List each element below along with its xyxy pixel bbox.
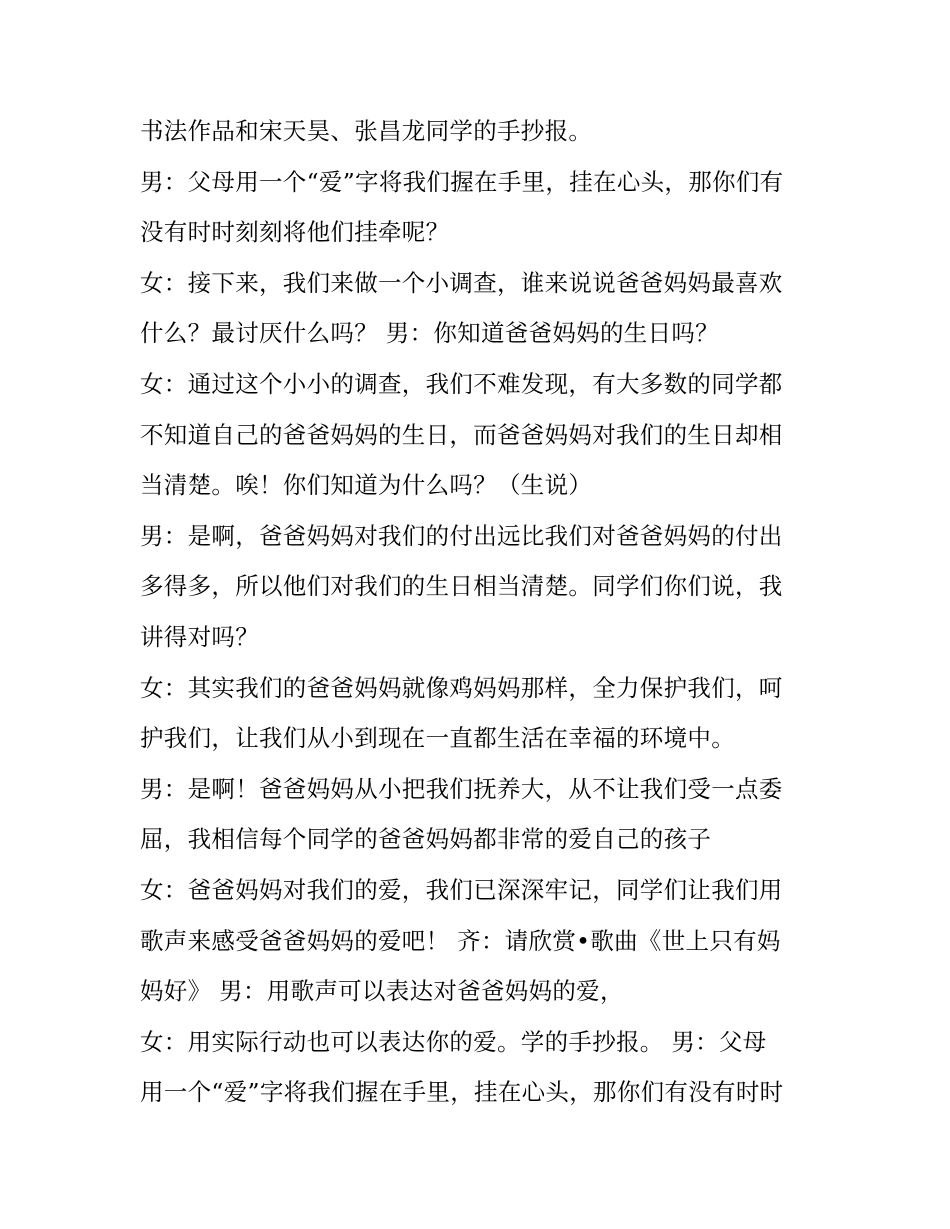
text-line: 屈，我相信每个同学的爸爸妈妈都非常的爱自己的孩子	[140, 825, 712, 854]
text-line: 女：爸爸妈妈对我们的爱，我们已深深牢记，同学们让我们用	[140, 875, 783, 904]
text-line: 女：用实际行动也可以表达你的爱。学的手抄报。 男：父母	[140, 1027, 767, 1056]
body-text	[140, 106, 820, 1118]
text-line: 女：其实我们的爸爸妈妈就像鸡妈妈那样，全力保护我们，呵	[140, 673, 783, 702]
text-line: 不知道自己的爸爸妈妈的生日，而爸爸妈妈对我们的生日却相	[140, 420, 783, 449]
text-line: 女：接下来，我们来做一个小调查，谁来说说爸爸妈妈最喜欢	[140, 268, 783, 297]
text-line: 歌声来感受爸爸妈妈的爱吧！ 齐：请欣赏•歌曲《世上只有妈	[140, 926, 781, 955]
text-line: 女：通过这个小小的调查，我们不难发现，有大多数的同学都	[140, 369, 783, 398]
text-line: 男：是啊！爸爸妈妈从小把我们抚养大，从不让我们受一点委	[140, 774, 783, 803]
text-line: 书法作品和宋天昊、张昌龙同学的手抄报。	[140, 117, 593, 145]
text-line: 用一个“爱”字将我们握在手里，挂在心头，那你们有没有时时	[140, 1078, 784, 1107]
text-line: 没有时时刻刻将他们挂牵呢？	[140, 218, 450, 247]
text-line: 妈好》 男：用歌声可以表达对爸爸妈妈的爱，	[140, 977, 624, 1006]
text-line: 男：是啊，爸爸妈妈对我们的付出远比我们对爸爸妈妈的付出	[140, 521, 783, 550]
text-line: 讲得对吗？	[140, 622, 259, 651]
text-line: 多得多，所以他们对我们的生日相当清楚。同学们你们说，我	[140, 572, 783, 601]
text-line: 什么？最讨厌什么吗？ 男：你知道爸爸妈妈的生日吗？	[140, 319, 719, 348]
text-line: 护我们，让我们从小到现在一直都生活在幸福的环境中。	[140, 724, 735, 753]
text-line: 当清楚。唉！你们知道为什么吗？（生说）	[140, 471, 593, 500]
text-line: 男：父母用一个“爱”字将我们握在手里，挂在心头，那你们有	[140, 167, 784, 196]
